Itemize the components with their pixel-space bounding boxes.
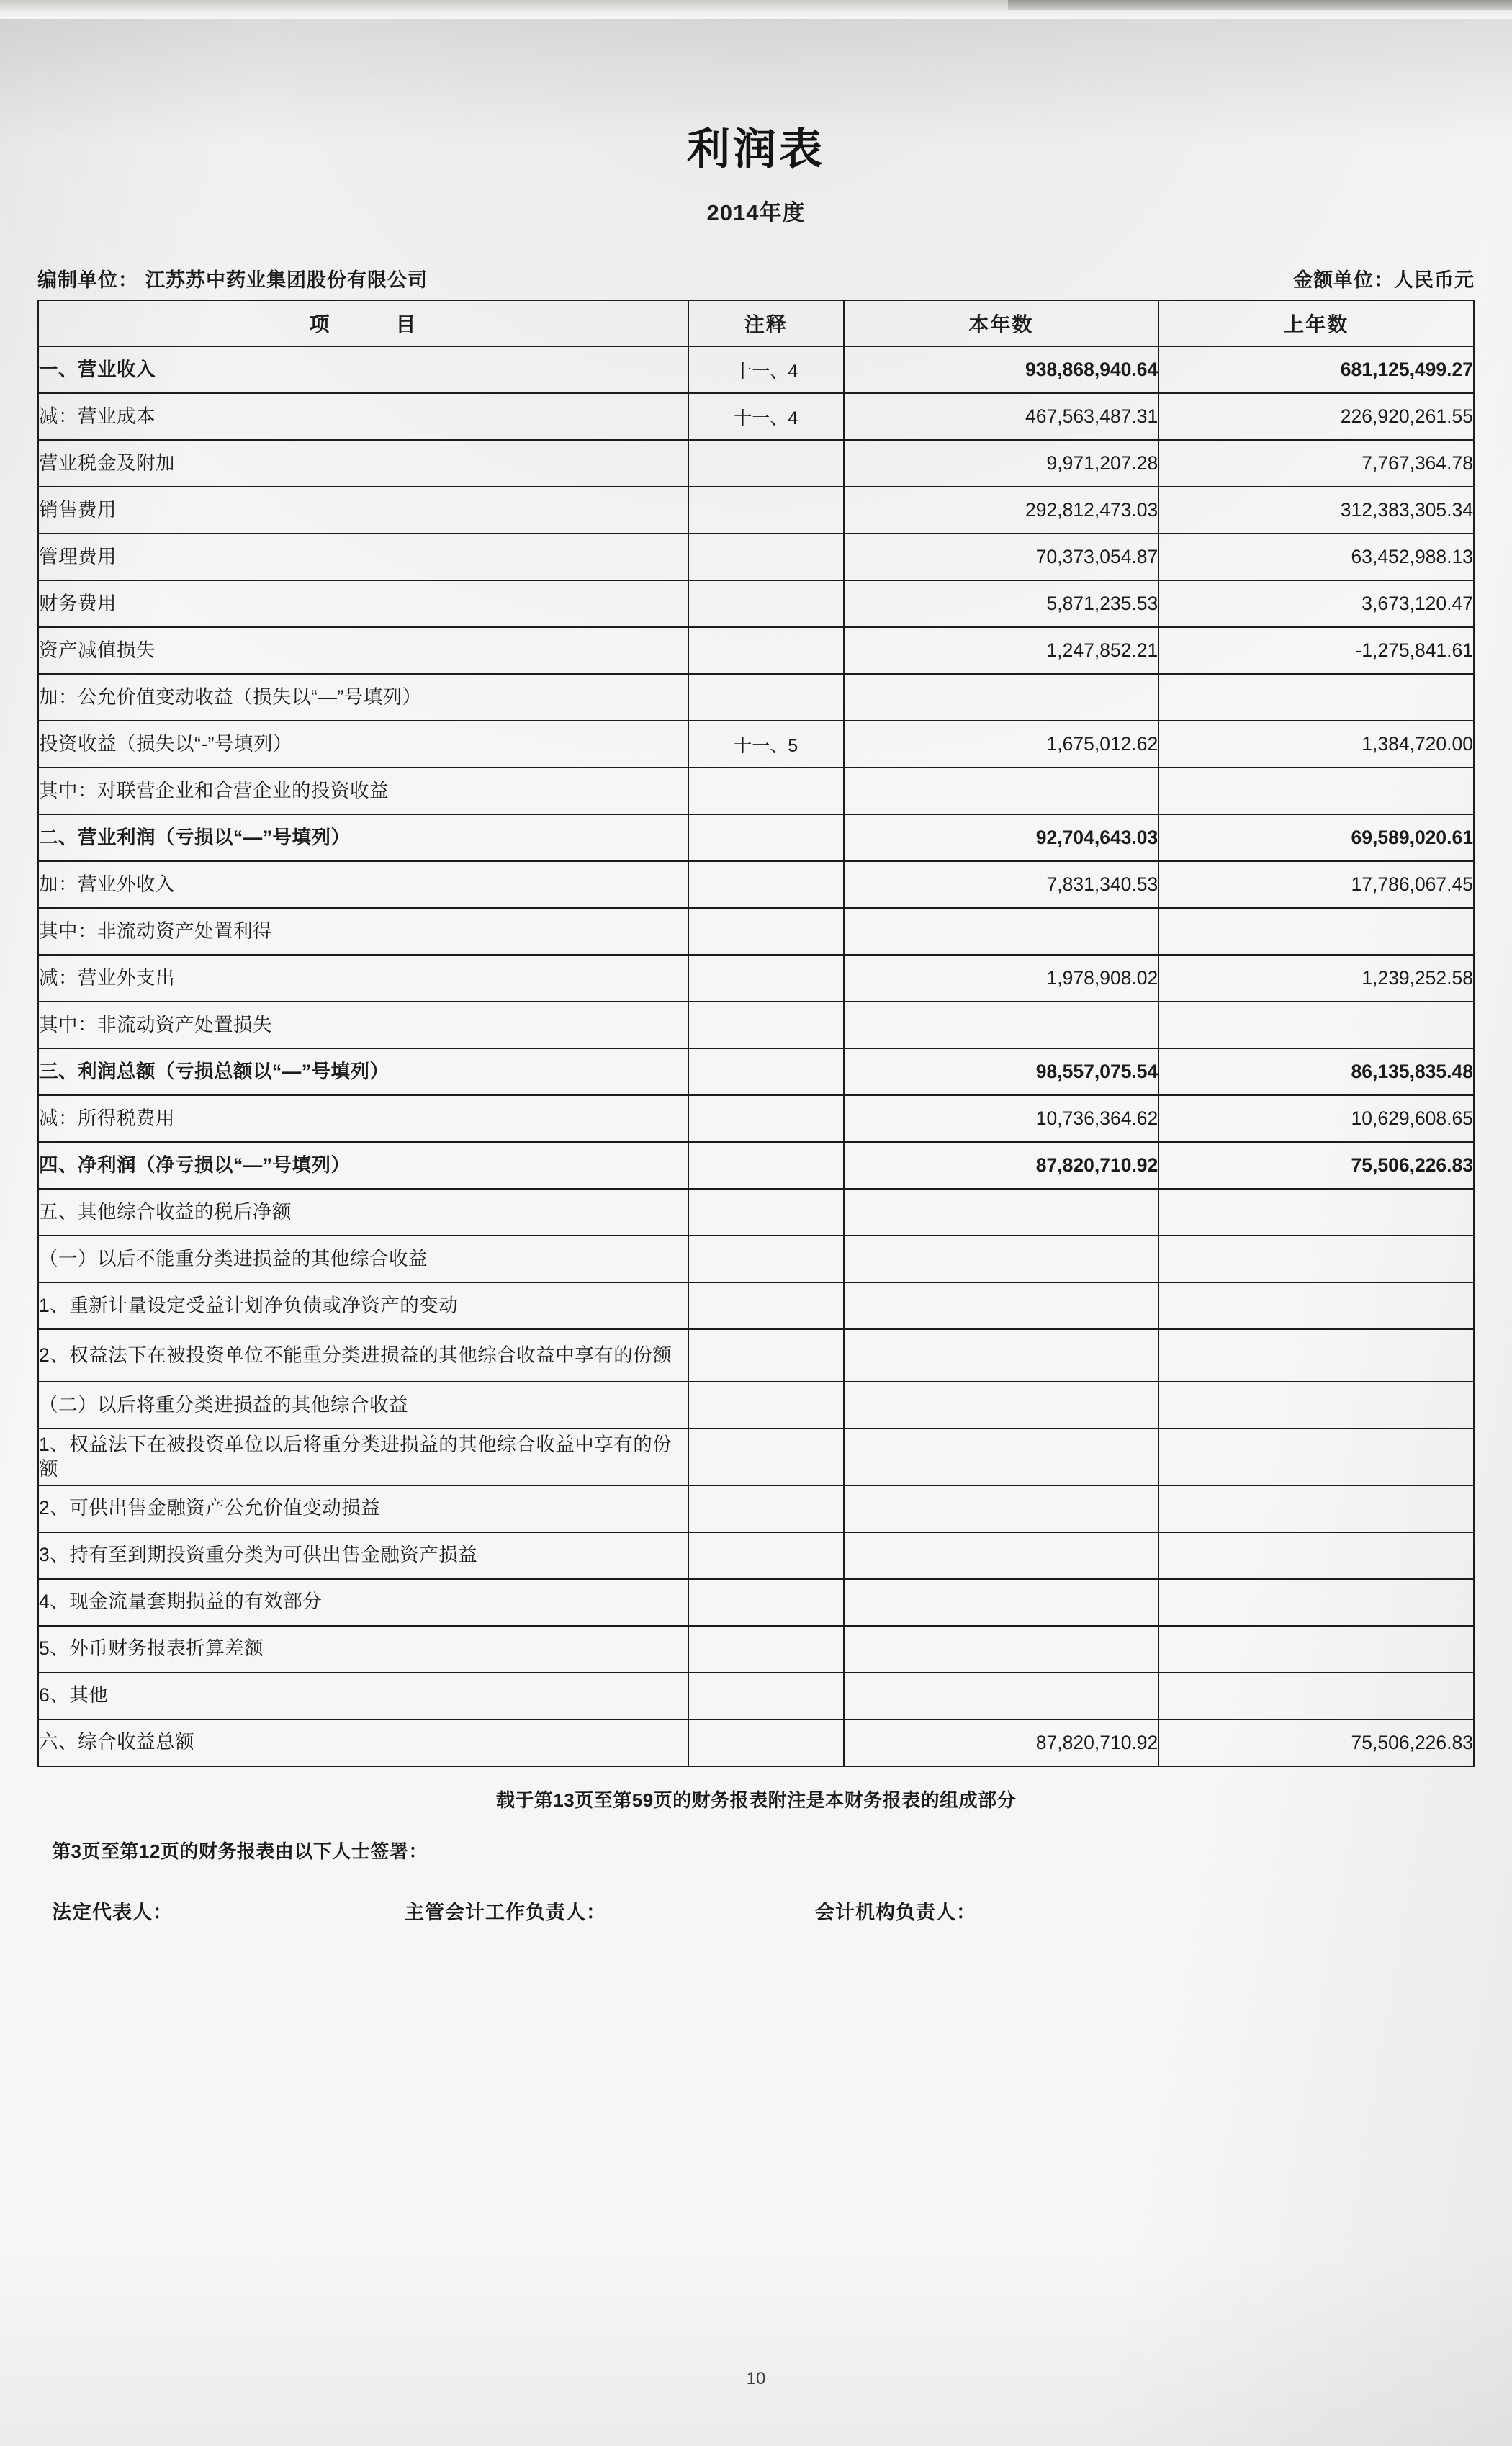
row-note-reference: [688, 580, 844, 627]
table-row: [38, 627, 1474, 674]
column-header-previous: 上年数: [1158, 300, 1474, 346]
table-row: [38, 908, 1474, 955]
table-row: [38, 346, 1474, 393]
row-current-year-value: [844, 1673, 1159, 1719]
table-row: [38, 1673, 1474, 1719]
row-note-reference: [688, 1282, 844, 1329]
row-current-year-value: 7,831,340.53: [844, 861, 1159, 908]
row-note-reference: [688, 1095, 844, 1142]
table-row: [38, 1719, 1474, 1766]
row-current-year-value: 1,978,908.02: [844, 955, 1159, 1002]
row-item-label: 其中：对联营企业和合营企业的投资收益: [38, 768, 688, 814]
row-current-year-value: [844, 1282, 1159, 1329]
row-item-label: （二）以后将重分类进损益的其他综合收益: [38, 1382, 688, 1429]
row-note-reference: [688, 1429, 844, 1485]
table-row: [38, 768, 1474, 814]
row-previous-year-value: 1,384,720.00: [1158, 721, 1474, 768]
row-item-label: 其中：非流动资产处置损失: [38, 1002, 688, 1048]
row-previous-year-value: [1158, 1429, 1474, 1485]
row-note-reference: [688, 1236, 844, 1282]
income-statement-table: [37, 300, 1475, 1767]
row-current-year-value: [844, 768, 1159, 814]
table-row: [38, 721, 1474, 768]
row-item-label: 三、利润总额（亏损总额以“—”号填列）: [38, 1048, 688, 1095]
row-note-reference: [688, 955, 844, 1002]
row-current-year-value: [844, 1579, 1159, 1626]
table-row: [38, 534, 1474, 580]
table-row: [38, 814, 1474, 861]
row-item-label: 减：营业成本: [38, 393, 688, 440]
row-current-year-value: [844, 1429, 1159, 1485]
row-current-year-value: 10,736,364.62: [844, 1095, 1159, 1142]
row-previous-year-value: [1158, 1236, 1474, 1282]
row-previous-year-value: [1158, 1626, 1474, 1673]
row-previous-year-value: 1,239,252.58: [1158, 955, 1474, 1002]
table-row: [38, 580, 1474, 627]
row-current-year-value: 938,868,940.64: [844, 346, 1159, 393]
table-body: [38, 346, 1474, 1766]
row-current-year-value: [844, 908, 1159, 955]
row-note-reference: [688, 1382, 844, 1429]
row-current-year-value: 1,675,012.62: [844, 721, 1159, 768]
table-row: [38, 1532, 1474, 1579]
row-note-reference: [688, 674, 844, 721]
table-row: [38, 955, 1474, 1002]
row-previous-year-value: [1158, 674, 1474, 721]
row-note-reference: 十一、4: [688, 393, 844, 440]
row-previous-year-value: 10,629,608.65: [1158, 1095, 1474, 1142]
row-item-label: 二、营业利润（亏损以“—”号填列）: [38, 814, 688, 861]
row-previous-year-value: [1158, 1532, 1474, 1579]
row-note-reference: [688, 1719, 844, 1766]
row-item-label: 加：公允价值变动收益（损失以“—”号填列）: [38, 674, 688, 721]
document-meta: [37, 264, 1475, 292]
row-item-label: 减：所得税费用: [38, 1095, 688, 1142]
row-item-label: 4、现金流量套期损益的有效部分: [38, 1579, 688, 1626]
row-item-label: 四、净利润（净亏损以“—”号填列）: [38, 1142, 688, 1189]
table-row: [38, 1485, 1474, 1532]
row-item-label: 其中：非流动资产处置利得: [38, 908, 688, 955]
row-current-year-value: 5,871,235.53: [844, 580, 1159, 627]
preparer-block: [37, 264, 428, 292]
row-previous-year-value: 3,673,120.47: [1158, 580, 1474, 627]
row-current-year-value: 70,373,054.87: [844, 534, 1159, 580]
signer-accounting-institution: 会计机构负责人：: [815, 1901, 976, 1923]
row-previous-year-value: [1158, 1673, 1474, 1719]
table-row: [38, 1626, 1474, 1673]
row-current-year-value: 292,812,473.03: [844, 487, 1159, 534]
table-row: [38, 1329, 1474, 1382]
row-current-year-value: [844, 1485, 1159, 1532]
page-subtitle: 2014年度: [706, 200, 806, 225]
row-note-reference: 十一、5: [688, 721, 844, 768]
row-note-reference: [688, 768, 844, 814]
row-previous-year-value: 681,125,499.27: [1158, 346, 1474, 393]
row-item-label: 2、权益法下在被投资单位不能重分类进损益的其他综合收益中享有的份额: [38, 1329, 688, 1382]
row-previous-year-value: [1158, 908, 1474, 955]
row-note-reference: [688, 440, 844, 487]
row-note-reference: [688, 908, 844, 955]
row-item-label: 6、其他: [38, 1673, 688, 1719]
row-item-label: 2、可供出售金融资产公允价值变动损益: [38, 1485, 688, 1532]
preparer-name: 江苏苏中药业集团股份有限公司: [145, 269, 428, 291]
row-note-reference: [688, 1579, 844, 1626]
row-item-label: 投资收益（损失以“-”号填列）: [38, 721, 688, 768]
row-current-year-value: 1,247,852.21: [844, 627, 1159, 674]
signer-legal-representative: 法定代表人：: [52, 1901, 173, 1923]
table-row: [38, 1382, 1474, 1429]
row-previous-year-value: 75,506,226.83: [1158, 1719, 1474, 1766]
row-current-year-value: [844, 1329, 1159, 1382]
row-previous-year-value: 86,135,835.48: [1158, 1048, 1474, 1095]
table-header-row: [38, 300, 1474, 346]
row-note-reference: [688, 1485, 844, 1532]
row-previous-year-value: [1158, 1282, 1474, 1329]
row-previous-year-value: 7,767,364.78: [1158, 440, 1474, 487]
row-previous-year-value: [1158, 1002, 1474, 1048]
row-item-label: 五、其他综合收益的税后净额: [38, 1189, 688, 1236]
row-current-year-value: [844, 1532, 1159, 1579]
row-item-label: （一）以后不能重分类进损益的其他综合收益: [38, 1236, 688, 1282]
row-previous-year-value: 17,786,067.45: [1158, 861, 1474, 908]
row-item-label: 资产减值损失: [38, 627, 688, 674]
row-note-reference: [688, 861, 844, 908]
row-item-label: 1、重新计量设定受益计划净负债或净资产的变动: [38, 1282, 688, 1329]
row-previous-year-value: [1158, 1485, 1474, 1532]
table-row: [38, 1579, 1474, 1626]
row-note-reference: [688, 1673, 844, 1719]
row-note-reference: [688, 534, 844, 580]
table-row: [38, 1236, 1474, 1282]
table-row: [38, 1282, 1474, 1329]
row-current-year-value: [844, 1626, 1159, 1673]
row-current-year-value: 92,704,643.03: [844, 814, 1159, 861]
row-note-reference: [688, 1532, 844, 1579]
table-row: [38, 1002, 1474, 1048]
table-row: [38, 1048, 1474, 1095]
table-row: [38, 393, 1474, 440]
table-row: [38, 1429, 1474, 1485]
column-header-note: 注释: [688, 300, 844, 346]
row-item-label: 销售费用: [38, 487, 688, 534]
row-item-label: 5、外币财务报表折算差额: [38, 1626, 688, 1673]
row-current-year-value: [844, 1002, 1159, 1048]
table-row: [38, 440, 1474, 487]
table-row: [38, 1189, 1474, 1236]
row-item-label: 财务费用: [38, 580, 688, 627]
row-current-year-value: 87,820,710.92: [844, 1719, 1159, 1766]
currency-unit: 金额单位：人民币元: [1293, 269, 1475, 291]
table-row: [38, 1142, 1474, 1189]
row-note-reference: [688, 1329, 844, 1382]
row-current-year-value: 98,557,075.54: [844, 1048, 1159, 1095]
row-note-reference: [688, 1048, 844, 1095]
row-current-year-value: [844, 1382, 1159, 1429]
row-item-label: 营业税金及附加: [38, 440, 688, 487]
page-number: 10: [746, 2369, 766, 2388]
row-note-reference: [688, 1142, 844, 1189]
signature-instruction: 第3页至第12页的财务报表由以下人士签署：: [52, 1840, 428, 1862]
page-title: 利润表: [687, 125, 825, 174]
row-item-label: 六、综合收益总额: [38, 1719, 688, 1766]
table-row: [38, 1095, 1474, 1142]
row-previous-year-value: [1158, 1382, 1474, 1429]
row-note-reference: [688, 627, 844, 674]
row-previous-year-value: 69,589,020.61: [1158, 814, 1474, 861]
row-note-reference: [688, 487, 844, 534]
row-previous-year-value: [1158, 1329, 1474, 1382]
notes-reference: 载于第13页至第59页的财务报表附注是本财务报表的组成部分: [495, 1789, 1017, 1811]
signature-row: [52, 1897, 1512, 1925]
row-item-label: 一、营业收入: [38, 346, 688, 393]
row-previous-year-value: [1158, 1579, 1474, 1626]
row-current-year-value: [844, 1236, 1159, 1282]
row-item-label: 1、权益法下在被投资单位以后将重分类进损益的其他综合收益中享有的份额: [38, 1429, 688, 1485]
table-row: [38, 861, 1474, 908]
row-note-reference: [688, 1189, 844, 1236]
row-previous-year-value: [1158, 1189, 1474, 1236]
signer-accounting-head: 主管会计工作负责人：: [405, 1901, 606, 1923]
row-current-year-value: [844, 1189, 1159, 1236]
row-previous-year-value: 63,452,988.13: [1158, 534, 1474, 580]
row-item-label: 管理费用: [38, 534, 688, 580]
row-current-year-value: 467,563,487.31: [844, 393, 1159, 440]
table-row: [38, 487, 1474, 534]
table-row: [38, 674, 1474, 721]
row-note-reference: [688, 1002, 844, 1048]
row-previous-year-value: [1158, 768, 1474, 814]
row-item-label: 减：营业外支出: [38, 955, 688, 1002]
row-previous-year-value: -1,275,841.61: [1158, 627, 1474, 674]
preparer-label: 编制单位：: [37, 269, 138, 291]
column-header-item: 项 目: [38, 300, 688, 346]
column-header-current: 本年数: [844, 300, 1159, 346]
row-previous-year-value: 226,920,261.55: [1158, 393, 1474, 440]
row-note-reference: [688, 1626, 844, 1673]
row-current-year-value: [844, 674, 1159, 721]
row-current-year-value: 9,971,207.28: [844, 440, 1159, 487]
row-item-label: 加：营业外收入: [38, 861, 688, 908]
row-note-reference: 十一、4: [688, 346, 844, 393]
row-item-label: 3、持有至到期投资重分类为可供出售金融资产损益: [38, 1532, 688, 1579]
row-current-year-value: 87,820,710.92: [844, 1142, 1159, 1189]
row-previous-year-value: 75,506,226.83: [1158, 1142, 1474, 1189]
row-note-reference: [688, 814, 844, 861]
row-previous-year-value: 312,383,305.34: [1158, 487, 1474, 534]
